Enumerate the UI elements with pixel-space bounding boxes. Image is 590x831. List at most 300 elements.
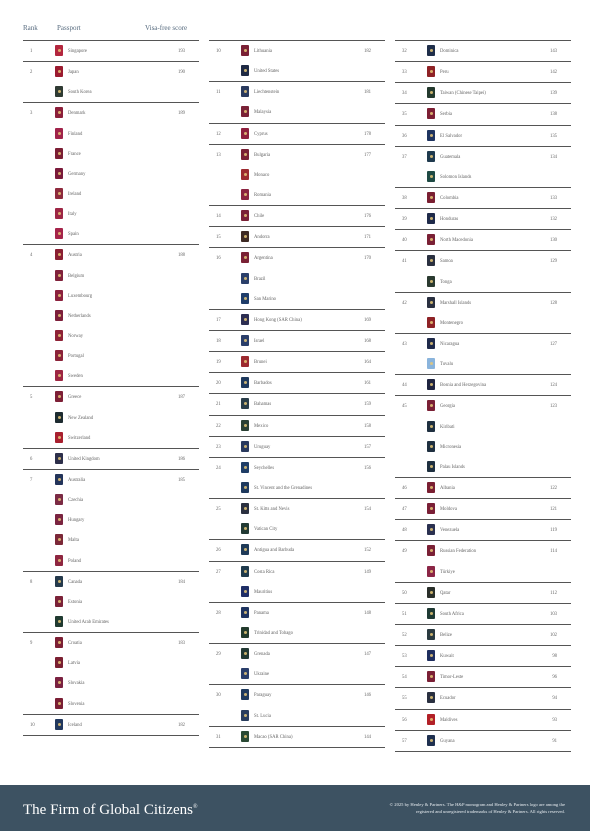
passport-cover-icon (241, 731, 249, 742)
passport-row (395, 250, 571, 271)
passport-cover-icon (55, 86, 63, 97)
country-name: United States (254, 69, 280, 75)
passport-row (209, 393, 385, 414)
header-score: Visa-free score (145, 24, 188, 32)
country-name: Cyprus (254, 131, 268, 137)
header-passport: Passport (57, 24, 81, 32)
rank-number: 37 (402, 154, 407, 160)
visa-free-score: 93 (552, 717, 557, 723)
passport-cover-icon (55, 228, 63, 239)
passport-cover-icon (241, 293, 249, 304)
country-name: Czechia (68, 498, 84, 504)
country-name: Japan (68, 70, 79, 76)
rank-number: 3 (30, 111, 33, 117)
visa-free-score: 159 (363, 402, 371, 408)
passport-cover-icon (427, 400, 435, 411)
country-name: United Kingdom (68, 456, 100, 462)
visa-free-score: 177 (363, 152, 371, 158)
passport-cover-icon (55, 616, 63, 627)
country-name: Latvia (68, 661, 80, 667)
visa-free-score: 182 (177, 722, 185, 728)
rank-number: 47 (402, 507, 407, 513)
country-name: Guatemala (440, 154, 461, 160)
country-name: St. Lucia (254, 713, 271, 719)
passport-cover-icon (55, 208, 63, 219)
rank-number: 12 (216, 131, 221, 137)
country-name: South Africa (440, 611, 464, 617)
passport-cover-icon (55, 514, 63, 525)
passport-row (23, 551, 199, 571)
visa-free-score: 143 (549, 49, 557, 54)
country-name: Andorra (254, 235, 270, 241)
passport-row (209, 61, 385, 81)
country-name: Bulgaria (254, 152, 271, 158)
passport-cover-icon (427, 503, 435, 514)
passport-row (395, 395, 571, 416)
rank-number: 20 (216, 381, 221, 387)
passport-cover-icon (55, 576, 63, 587)
passport-cover-icon (55, 330, 63, 341)
passport-row (23, 244, 199, 265)
passport-cover-icon (241, 356, 249, 367)
country-name: Peru (440, 70, 449, 76)
visa-free-score: 190 (177, 70, 185, 76)
passport-row (395, 709, 571, 730)
rank-number: 44 (402, 383, 407, 389)
country-name: St. Vincent and the Grenadines (254, 485, 313, 491)
passport-row (23, 592, 199, 612)
passport-cover-icon (427, 566, 435, 577)
passport-cover-icon (427, 87, 435, 98)
visa-free-score: 170 (363, 256, 371, 262)
visa-free-score: 124 (549, 383, 557, 389)
rank-number: 31 (216, 734, 221, 740)
visa-free-score: 193 (177, 49, 185, 54)
country-name: Mexico (254, 423, 269, 429)
country-name: Trinidad and Tobago (254, 630, 293, 636)
passport-cover-icon (427, 629, 435, 640)
rank-number: 22 (216, 423, 221, 429)
passport-row (395, 167, 571, 187)
visa-free-score: 152 (363, 548, 371, 554)
passport-cover-icon (241, 273, 249, 284)
rank-number: 30 (216, 693, 221, 699)
visa-free-score: 169 (363, 317, 371, 323)
rank-number: 35 (402, 112, 407, 118)
passport-cover-icon (241, 627, 249, 638)
passport-cover-icon (427, 545, 435, 556)
country-name: Samoa (440, 259, 453, 265)
passport-cover-icon (241, 710, 249, 721)
passport-row (23, 673, 199, 693)
passport-row (23, 632, 199, 653)
header-rank: Rank (23, 24, 38, 32)
copyright-line-1: © 2025 by Henley & Partners. The H&P monogram and Henley & Partners logo are among the (389, 802, 565, 807)
visa-free-score: 181 (363, 90, 371, 96)
passport-cover-icon (55, 677, 63, 688)
visa-free-score: 102 (549, 632, 557, 638)
country-name: Netherlands (68, 313, 91, 319)
visa-free-score: 171 (363, 235, 371, 241)
passport-row (395, 61, 571, 82)
visa-free-score: 157 (363, 444, 371, 450)
passport-cover-icon (241, 586, 249, 597)
country-name: Solomon Islands (440, 174, 472, 180)
rank-number: 6 (30, 456, 33, 462)
country-name: New Zealand (68, 415, 94, 421)
visa-free-score: 146 (363, 693, 371, 699)
country-name: Denmark (68, 111, 86, 117)
country-name: Sweden (68, 374, 83, 380)
country-name: Croatia (68, 641, 82, 647)
passport-row (395, 562, 571, 582)
copyright-notice (315, 802, 565, 815)
passport-cover-icon (241, 314, 249, 325)
country-name: Antigua and Barbuda (254, 548, 295, 554)
passport-cover-icon (55, 494, 63, 505)
visa-free-score: 112 (550, 590, 557, 596)
brand-text: The Firm of Global Citizens (23, 802, 193, 818)
passport-row (209, 436, 385, 457)
passport-cover-icon (55, 698, 63, 709)
passport-row (209, 40, 385, 61)
passport-cover-icon (55, 249, 63, 260)
visa-free-score: 188 (177, 253, 185, 259)
passport-row (23, 164, 199, 184)
passport-row (23, 714, 199, 735)
visa-free-score: 189 (177, 111, 185, 117)
country-name: Qatar (440, 590, 451, 596)
country-name: Costa Rica (254, 569, 275, 575)
country-name: Paraguay (254, 693, 272, 699)
rank-number: 27 (216, 569, 221, 575)
country-name: Bahamas (254, 402, 272, 408)
passport-row (209, 247, 385, 268)
passport-row (395, 666, 571, 687)
country-name: Moldova (440, 507, 457, 513)
visa-free-score: 133 (549, 195, 557, 201)
country-name: Barbados (254, 381, 272, 387)
passport-cover-icon (241, 689, 249, 700)
passport-row (395, 477, 571, 498)
passport-row (23, 266, 199, 286)
passport-cover-icon (427, 524, 435, 535)
country-name: Malaysia (254, 110, 272, 116)
passport-cover-icon (427, 213, 435, 224)
country-name: Norway (68, 333, 84, 339)
passport-cover-icon (427, 192, 435, 203)
country-name: Venezuela (440, 528, 460, 534)
country-name: San Marino (254, 296, 277, 302)
passport-cover-icon (241, 668, 249, 679)
rank-number: 57 (402, 738, 407, 744)
country-name: Russian Federation (440, 549, 477, 555)
passport-row (395, 540, 571, 561)
rank-number: 11 (216, 90, 221, 96)
passport-cover-icon (241, 106, 249, 117)
country-name: Montenegro (440, 320, 463, 326)
passport-cover-icon (427, 317, 435, 328)
passport-cover-icon (427, 171, 435, 182)
passport-row (209, 582, 385, 602)
rank-number: 13 (216, 152, 221, 158)
passport-row (395, 457, 571, 477)
visa-free-score: 182 (363, 49, 371, 54)
country-name: Italy (68, 212, 77, 218)
passport-cover-icon (241, 335, 249, 346)
rank-number: 17 (216, 317, 221, 323)
country-name: Iceland (68, 722, 82, 728)
country-name: Georgia (440, 404, 456, 410)
copyright-line-2: registered and unregistered trademarks of Henley & Partners. All rights reserved. (416, 808, 565, 814)
visa-free-score: 185 (177, 477, 185, 483)
passport-cover-icon (427, 358, 435, 369)
passport-row (209, 289, 385, 309)
passport-row (395, 687, 571, 708)
passport-row (209, 643, 385, 664)
passport-row (23, 530, 199, 550)
passport-row (395, 292, 571, 313)
passport-cover-icon (55, 168, 63, 179)
passport-cover-icon (427, 482, 435, 493)
passport-cover-icon (241, 252, 249, 263)
passport-cover-icon (55, 596, 63, 607)
country-name: Slovenia (68, 701, 85, 707)
passport-row (23, 124, 199, 144)
passport-row (395, 146, 571, 167)
passport-row (209, 309, 385, 330)
rank-number: 10 (30, 722, 35, 728)
country-name: Uruguay (254, 444, 271, 450)
country-name: Ukraine (254, 672, 270, 678)
country-name: Slovakia (68, 681, 85, 687)
passport-cover-icon (241, 544, 249, 555)
passport-cover-icon (241, 523, 249, 534)
country-name: Chile (254, 214, 265, 220)
country-name: Singapore (68, 49, 88, 54)
passport-cover-icon (55, 148, 63, 159)
rank-number: 53 (402, 654, 407, 660)
country-name: Hong Kong (SAR China) (254, 317, 302, 323)
visa-free-score: 91 (552, 738, 557, 744)
passport-cover-icon (427, 151, 435, 162)
visa-free-score: 135 (549, 133, 557, 139)
country-name: Mauritius (254, 589, 273, 595)
passport-row (23, 469, 199, 490)
country-name: Grenada (254, 652, 270, 658)
passport-row (395, 437, 571, 457)
passport-cover-icon (241, 566, 249, 577)
rank-number: 38 (402, 195, 407, 201)
country-name: Dominica (440, 49, 459, 54)
passport-cover-icon (427, 692, 435, 703)
visa-free-score: 128 (549, 300, 557, 306)
passport-cover-icon (241, 377, 249, 388)
rank-number: 42 (402, 300, 407, 306)
passport-row (23, 571, 199, 592)
country-name: Germany (68, 171, 86, 177)
rank-number: 32 (402, 49, 407, 54)
passport-cover-icon (55, 453, 63, 464)
rank-number: 40 (402, 238, 407, 244)
ranking-column-2 (209, 40, 385, 748)
visa-free-score: 158 (363, 423, 371, 429)
country-name: Spain (68, 232, 79, 238)
passport-row (209, 623, 385, 643)
passport-cover-icon (427, 108, 435, 119)
passport-row (23, 448, 199, 469)
country-name: Albania (440, 485, 455, 491)
passport-cover-icon (241, 86, 249, 97)
country-name: Guyana (440, 738, 455, 744)
passport-row (23, 306, 199, 326)
passport-cover-icon (55, 45, 63, 56)
passport-cover-icon (241, 231, 249, 242)
rank-number: 18 (216, 338, 221, 344)
rank-number: 5 (30, 395, 33, 401)
country-name: Hungary (68, 518, 85, 524)
passport-row (209, 706, 385, 726)
rank-number: 16 (216, 256, 221, 262)
passport-cover-icon (241, 128, 249, 139)
passport-cover-icon (427, 714, 435, 725)
passport-cover-icon (241, 398, 249, 409)
passport-row (209, 498, 385, 519)
passport-cover-icon (55, 107, 63, 118)
passport-cover-icon (427, 297, 435, 308)
column-end-rule (23, 735, 199, 736)
passport-cover-icon (427, 255, 435, 266)
rank-number: 48 (402, 528, 407, 534)
country-name: Malta (68, 538, 79, 544)
passport-cover-icon (55, 719, 63, 730)
country-name: North Macedonia (440, 238, 473, 244)
visa-free-score: 184 (177, 579, 185, 585)
country-name: Serbia (440, 112, 452, 118)
passport-row (209, 664, 385, 684)
registered-mark: ® (192, 804, 198, 810)
passport-row (395, 313, 571, 333)
rank-number: 7 (30, 477, 33, 483)
visa-free-score: 103 (549, 611, 557, 617)
visa-free-score: 130 (549, 238, 557, 244)
visa-free-score: 144 (363, 734, 371, 740)
rank-number: 19 (216, 360, 221, 366)
passport-row (209, 102, 385, 122)
visa-free-score: 148 (363, 610, 371, 616)
passport-row (395, 374, 571, 395)
visa-free-score: 98 (552, 654, 557, 660)
passport-row (209, 165, 385, 185)
ranking-column-3 (395, 40, 571, 752)
passport-row (209, 205, 385, 226)
rank-number: 36 (402, 133, 407, 139)
passport-row (23, 204, 199, 224)
passport-cover-icon (55, 432, 63, 443)
country-name: United Arab Emirates (68, 619, 109, 625)
passport-row (23, 510, 199, 530)
passport-cover-icon (427, 671, 435, 682)
passport-row (395, 354, 571, 374)
passport-row (23, 286, 199, 306)
passport-row (395, 582, 571, 603)
passport-cover-icon (55, 290, 63, 301)
country-name: Finland (68, 131, 83, 137)
country-name: Greece (68, 395, 82, 401)
passport-row (23, 346, 199, 366)
country-name: Taiwan (Chinese Taipei) (440, 91, 486, 97)
passport-cover-icon (427, 45, 435, 56)
passport-row (209, 269, 385, 289)
passport-cover-icon (55, 474, 63, 485)
passport-row (395, 40, 571, 61)
passport-cover-icon (241, 169, 249, 180)
passport-row (209, 81, 385, 102)
rank-number: 50 (402, 590, 407, 596)
passport-cover-icon (427, 66, 435, 77)
country-name: Micronesia (440, 444, 462, 450)
country-name: El Salvador (440, 133, 463, 139)
visa-free-score: 129 (549, 259, 557, 265)
visa-free-score: 127 (549, 341, 557, 347)
rank-number: 2 (30, 70, 33, 76)
visa-free-score: 132 (549, 217, 557, 223)
rank-number: 8 (30, 579, 33, 585)
passport-row (395, 82, 571, 103)
brand-tagline (23, 802, 198, 819)
visa-free-score: 178 (363, 131, 371, 137)
passport-cover-icon (55, 370, 63, 381)
passport-cover-icon (427, 421, 435, 432)
rank-number: 39 (402, 217, 407, 223)
country-name: Vatican City (254, 527, 278, 533)
visa-free-score: 96 (552, 675, 557, 681)
passport-cover-icon (55, 657, 63, 668)
visa-free-score: 134 (549, 154, 557, 160)
passport-row (209, 123, 385, 144)
passport-cover-icon (55, 310, 63, 321)
passport-cover-icon (55, 188, 63, 199)
passport-row (209, 519, 385, 539)
visa-free-score: 187 (177, 395, 185, 401)
country-name: Belize (440, 632, 452, 638)
passport-cover-icon (241, 482, 249, 493)
passport-row (395, 645, 571, 666)
country-name: Kuwait (440, 654, 454, 660)
passport-row (23, 386, 199, 407)
visa-free-score: 138 (549, 112, 557, 118)
passport-cover-icon (55, 637, 63, 648)
visa-free-score: 149 (363, 569, 371, 575)
passport-row (209, 602, 385, 623)
passport-row (23, 490, 199, 510)
passport-row (395, 272, 571, 292)
visa-free-score: 123 (549, 404, 557, 410)
passport-cover-icon (241, 149, 249, 160)
passport-row (23, 61, 199, 82)
visa-free-score: 122 (549, 485, 557, 491)
country-name: Monaco (254, 172, 270, 178)
passport-cover-icon (55, 534, 63, 545)
country-name: Belgium (68, 273, 85, 279)
country-name: Brazil (254, 276, 266, 282)
passport-row (209, 726, 385, 747)
passport-cover-icon (241, 420, 249, 431)
country-name: Marshall Islands (440, 300, 472, 306)
passport-cover-icon (55, 350, 63, 361)
rank-number: 4 (30, 253, 33, 259)
country-name: Canada (68, 579, 83, 585)
